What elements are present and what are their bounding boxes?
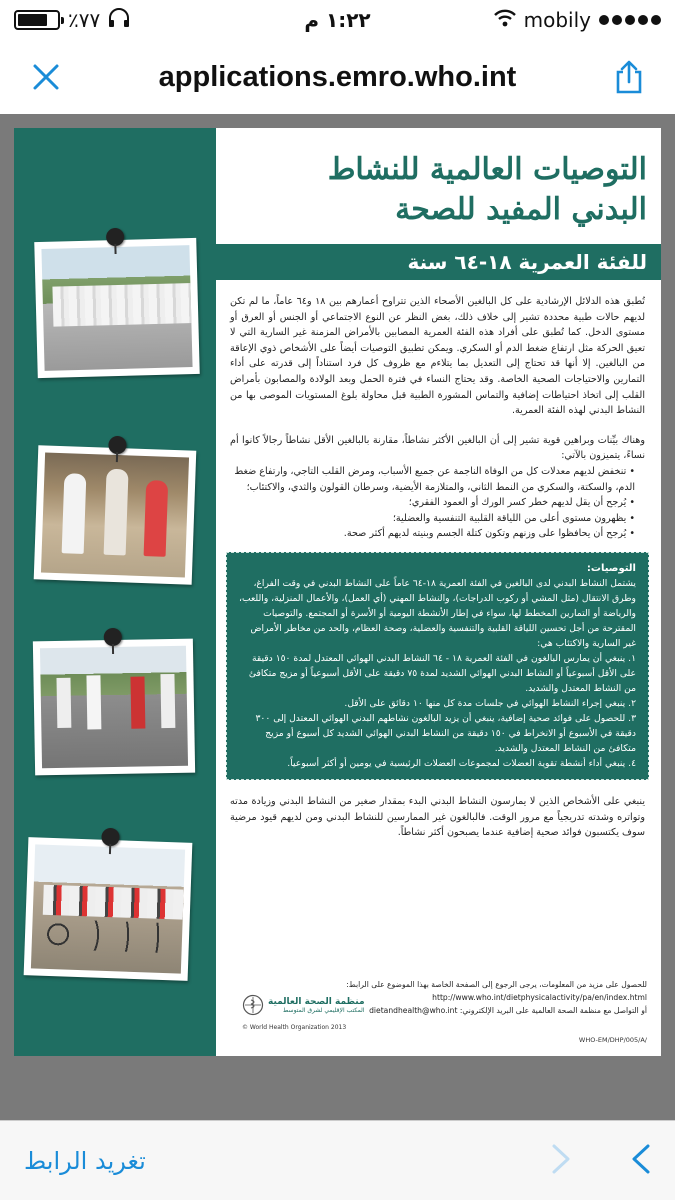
tweet-link-button[interactable]: تغريد الرابط xyxy=(24,1146,146,1175)
benefits-list xyxy=(216,464,661,542)
status-left xyxy=(14,8,130,33)
evidence-paragraph: وهناك بيِّنات وبراهين قوية تشير إلى أن البالغين الأكثر نشاطاً، مقارنة بالبالغين الأقل نشاطاً رجالاً كانوا أم نساءً، يتميزون بالآتي: xyxy=(230,434,645,462)
photo-walkers xyxy=(34,238,200,378)
carrier-name: mobily xyxy=(523,8,591,32)
battery-icon xyxy=(14,10,60,30)
document-code: WHO-EM/DHP/005/A/ xyxy=(578,1036,647,1044)
share-icon xyxy=(615,60,643,94)
battery-percent: ٪٧٧ xyxy=(68,8,101,32)
share-button[interactable] xyxy=(607,55,651,99)
page-url: applications.emro.who.int xyxy=(158,60,517,93)
signal-strength-icon xyxy=(599,15,661,25)
headphones-icon xyxy=(108,8,130,33)
pushpin-icon xyxy=(108,436,127,455)
photo-women-walking xyxy=(34,445,197,584)
logo-region: المكتب الإقليمي لشرق المتوسط xyxy=(282,1006,365,1014)
recommendation-item: ١. ينبغي أن يمارس البالغون في الفئة العمرية ١٨ - ٦٤ النشاط البدني الهوائي المعتدل لمدة ١٥٠ دقيقة على الأقل أسبوعياً أو النشاط البدني الهوائي الشديد لمدة ٧٥ دقيقة على الأقل أسبوعياً أو مزيج متكافئ من النشاط المعتدل والشديد. xyxy=(248,652,636,694)
poster-title xyxy=(216,128,661,230)
intro-paragraph: تُطبق هذه الدلائل الإرشادية على كل البالغين الأصحاء الذين تتراوح أعمارهم بين ١٨ و٦٤ عاماً، ما لم تكن لديهم حالات طبية محددة تشير إلى خلاف ذلك، بغض النظر عن النوع الاجتماعي أو الجنس أو العرق أو مستوى الدخل. كما تُطبق على أفراد هذه الفئة العمرية المصابين بالأمراض المزمنة غير السارية التي لا تعيق الحركة مثل ارتفاع ضغط الدم أو السكري. ويمكن تطبيق التوصيات أيضاً على الأشخاص ذوي الإعاقة من البالغين. إلا أنها قد تحتاج إلى التعديل بما يتلاءم مع ظروف كل فرد استناداً إلى قدرته على أداء التمارين والاحتياجات الصحية الخاصة. وقد يحتاج النساء في فترة الحمل وبعد الولادة والمصابون بأمراض القلب إلى اتخاذ احتياطات إضافية والتماس المشورة الطبية قبل محاولة بلوغ المستويات الموصى بها من النشاط البدني لهذه الفئة العمرية. xyxy=(230,296,645,417)
status-time: ١:٢٢ م xyxy=(304,8,371,32)
recommendations-box xyxy=(226,552,649,780)
footer-link[interactable]: http://www.who.int/dietphysicalactivity/pa/en/index.html xyxy=(432,993,647,1002)
recommendation-item: ٣. للحصول على فوائد صحية إضافية، ينبغي أن يزيد البالغون نشاطهم البدني الهوائي المعتدل إلى ٣٠٠ دقيقة في الأسبوع أو الانخراط في ١٥٠ دقيقة من النشاط البدني الهوائي الشديد كل أسبوع أو مزيج متكافئ من النشاط المعتدل والشديد. xyxy=(255,712,636,754)
document-viewer[interactable] xyxy=(0,114,675,1120)
bottom-toolbar xyxy=(0,1120,675,1200)
browser-nav-bar xyxy=(0,40,675,114)
title-line-2: البدني المفيد للصحة xyxy=(395,192,647,227)
photo-park-walkers xyxy=(33,639,195,776)
wifi-icon xyxy=(494,8,516,32)
close-icon xyxy=(32,63,60,91)
photo-column xyxy=(14,128,216,1056)
inactive-adults-paragraph: ينبغي على الأشخاص الذين لا يمارسون النشاط البدني البدء بمقدار صغير من النشاط البدني وزيادة مدته وتواتره وشدته تدريجياً مع مرور الوقت. فالبالغون غير الممارسين للنشاط البدني ومن لديهم قيود مرضية سوف يكتسبون فوائد صحية إضافية عندما يصبحون أكثر نشاطاً. xyxy=(230,795,645,839)
who-logo xyxy=(242,994,365,1016)
poster-content xyxy=(216,128,661,1056)
footer-email-line: أو التواصل مع منظمة الصحة العالمية على البريد الإلكتروني: dietandhealth@who.int xyxy=(369,1006,647,1015)
logo-name: منظمة الصحة العالمية xyxy=(268,996,365,1007)
status-bar xyxy=(0,0,675,40)
footer-info-line: للحصول على مزيد من المعلومات، يرجى الرجوع إلى الصفحة الخاصة بهذا الموضوع على الرابط: xyxy=(346,980,647,989)
pushpin-icon xyxy=(101,828,120,847)
age-band-heading: للفئة العمرية ١٨-٦٤ سنة xyxy=(216,244,661,280)
photo-cyclists xyxy=(24,837,193,981)
poster-footer xyxy=(216,966,661,1056)
close-button[interactable] xyxy=(24,55,68,99)
recommendations-heading: التوصيات: xyxy=(586,562,636,574)
chevron-right-icon xyxy=(551,1143,571,1175)
recommendation-item: ٤. ينبغي أداء أنشطة تقوية العضلات لمجموعات العضلات الرئيسية في يومين أو أكثر أسبوعياً. xyxy=(287,757,636,769)
who-emblem-icon xyxy=(242,994,264,1016)
poster-page xyxy=(14,128,661,1056)
list-item: • يظهرون مستوى أعلى من اللياقة القلبية التنفسية والعضلية؛ xyxy=(230,511,635,527)
pushpin-icon xyxy=(104,628,122,646)
list-item: • تنخفض لديهم معدلات كل من الوفاة الناجمة عن جميع الأسباب، ومرض القلب التاجي، وارتفاع ضغط الدم، والسكتة، والسكري من النمط الثاني، والمتلازمة الأيضية، وسرطان القولون والثدي، والاكتئاب؛ xyxy=(230,464,635,495)
title-line-1: التوصيات العالمية للنشاط xyxy=(327,152,647,187)
recommendations-intro: يشتمل النشاط البدني لدى البالغين في الفئة العمرية ١٨-٦٤ عاماً على النشاط البدني في وقت الفراغ، وطرق الانتقال (مثل المشي أو ركوب الدراجات)، والنشاط المهني (أي العمل)، والأعمال المنزلية، واللعب، والرياضة أو التمارين المخطط لها، سواء في إطار الأنشطة اليومية أو الأسرة أو المجتمع. والتوصيات المقترحة من أجل تحسين اللياقة القلبية والتنفسية والعضلية، وصحة العظام، والحد من مخاطر الأمراض غير السارية والاكتئاب هي: xyxy=(239,577,636,649)
pushpin-icon xyxy=(106,228,124,246)
navigation-arrows xyxy=(551,1143,651,1179)
list-item: • يُرجح أن يقل لديهم خطر كسر الورك أو العمود الفقري؛ xyxy=(230,495,635,511)
list-item: • يُرجح أن يحافظوا على وزنهم وتكون كتلة الجسم وبنيته لديهم أكثر صحة. xyxy=(230,526,635,542)
forward-button[interactable] xyxy=(551,1143,571,1179)
chevron-left-icon xyxy=(631,1143,651,1175)
status-right xyxy=(494,8,661,32)
copyright-text: © World Health Organization 2013 xyxy=(242,1024,347,1031)
back-button[interactable] xyxy=(631,1143,651,1179)
footer-info xyxy=(346,978,647,1017)
recommendation-item: ٢. ينبغي إجراء النشاط الهوائي في جلسات مدة كل منها ١٠ دقائق على الأقل. xyxy=(344,697,636,709)
